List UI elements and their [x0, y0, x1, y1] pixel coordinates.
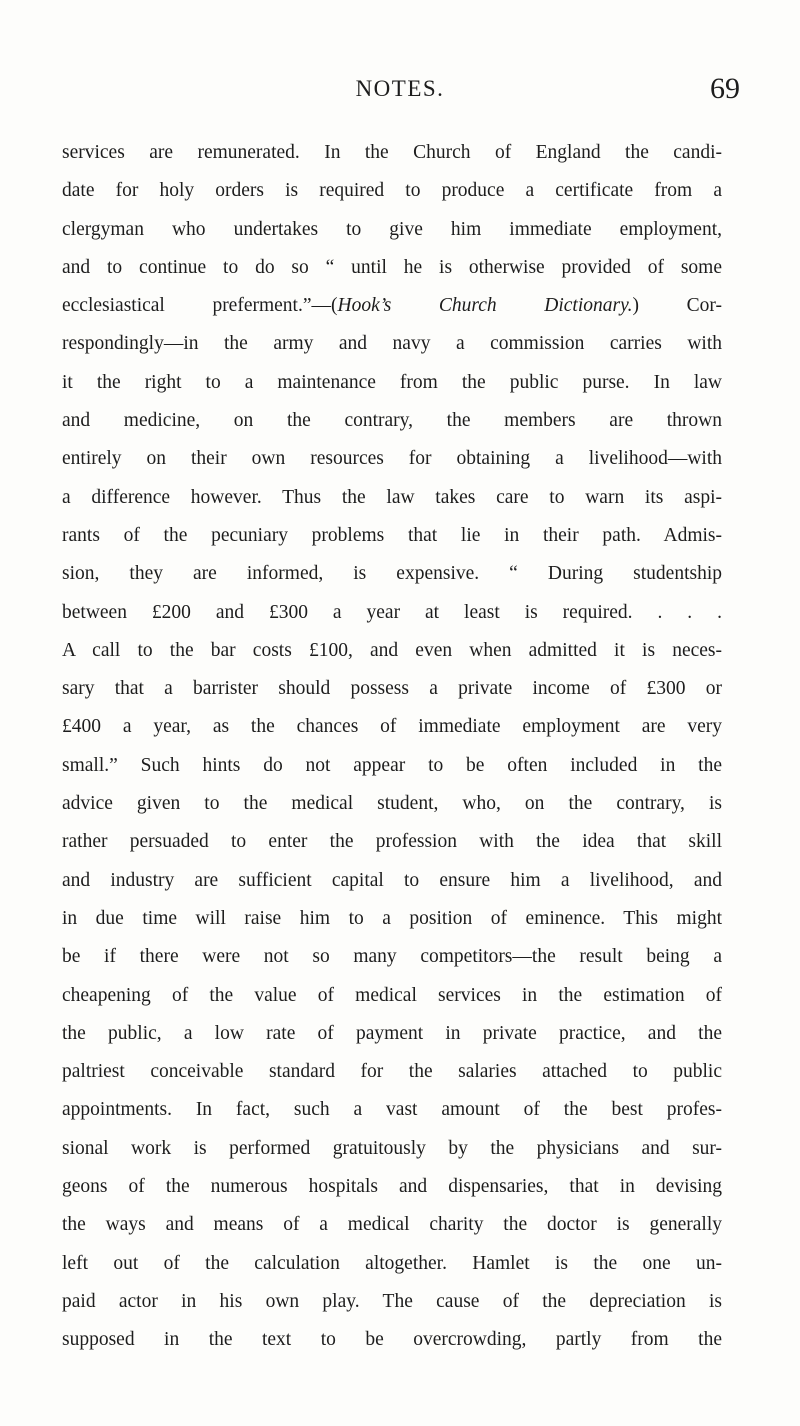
text-line: advice given to the medical student, who, on the contrary, is	[62, 793, 722, 815]
text-line: respondingly—in the army and navy a commission carries with	[62, 333, 722, 355]
text-line: and industry are sufficient capital to ensure him a livelihood, and	[62, 869, 722, 891]
citation-tail: ) Cor-	[632, 295, 722, 317]
text-line: the ways and means of a medical charity the doctor is generally	[62, 1214, 722, 1236]
text-line: clergyman who undertakes to give him immediate employment,	[62, 218, 722, 240]
text-line: supposed in the text to be overcrowding, partly from the	[62, 1329, 722, 1351]
body-text	[62, 134, 722, 1360]
citation-title: Hook’s Church Dictionary.	[337, 295, 633, 317]
text-line: A call to the bar costs £100, and even when admitted it is neces-	[62, 639, 722, 661]
text-line-citation	[62, 287, 722, 325]
text-line: the public, a low rate of payment in private practice, and the	[62, 1022, 722, 1044]
text-line: and to continue to do so “ until he is otherwise provided of some	[62, 256, 722, 278]
running-header	[60, 72, 740, 112]
text-line: a difference however. Thus the law takes care to warn its aspi-	[62, 486, 722, 508]
text-line: sional work is performed gratuitously by the physicians and sur-	[62, 1137, 722, 1159]
text-line: cheapening of the value of medical services in the estimation of	[62, 984, 722, 1006]
page-number: 69	[710, 72, 740, 105]
text-line: be if there were not so many competitors—the result being a	[62, 946, 722, 968]
text-line: appointments. In fact, such a vast amount of the best profes-	[62, 1099, 722, 1121]
text-line: sary that a barrister should possess a private income of £300 or	[62, 678, 722, 700]
text-line: it the right to a maintenance from the public purse. In law	[62, 371, 722, 393]
text-line: paid actor in his own play. The cause of the depreciation is	[62, 1290, 722, 1312]
text-line: sion, they are informed, is expensive. “ During studentship	[62, 563, 722, 585]
text-line: geons of the numerous hospitals and dispensaries, that in devising	[62, 1176, 722, 1198]
text-line: paltriest conceivable standard for the salaries attached to public	[62, 1061, 722, 1083]
text-line: services are remunerated. In the Church of England the candi-	[62, 142, 722, 163]
text-line: rants of the pecuniary problems that lie in their path. Admis-	[62, 524, 722, 546]
text-line: date for holy orders is required to produce a certificate from a	[62, 180, 722, 202]
text-line: in due time will raise him to a position of eminence. This might	[62, 907, 722, 929]
text-line: £400 a year, as the chances of immediate employment are very	[62, 716, 722, 738]
text-line: small.” Such hints do not appear to be often included in the	[62, 754, 722, 776]
running-title: NOTES.	[355, 76, 445, 101]
text-line: between £200 and £300 a year at least is required. . . .	[62, 601, 722, 623]
text-line: left out of the calculation altogether. Hamlet is the one un-	[62, 1252, 722, 1274]
text-line: entirely on their own resources for obtaining a livelihood—with	[62, 448, 722, 470]
text-line: and medicine, on the contrary, the members are thrown	[62, 410, 722, 432]
text-line: rather persuaded to enter the profession with the idea that skill	[62, 831, 722, 853]
citation-lead: ecclesiastical preferment.”—(	[62, 295, 338, 317]
